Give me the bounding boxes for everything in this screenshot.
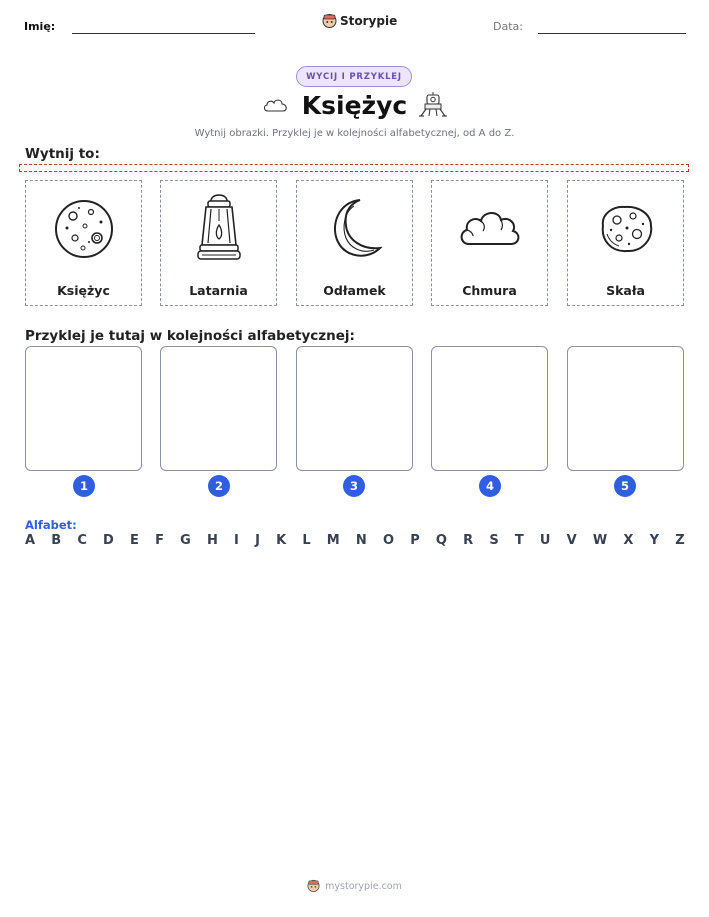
paste-number-3: 3 [343,475,365,497]
alphabet-letter: U [539,533,551,548]
cut-card-cloud[interactable] [431,180,548,306]
alphabet-row [25,533,685,548]
paste-box-5[interactable] [567,346,684,471]
cut-line [19,164,689,172]
alphabet-letter: R [463,533,474,548]
alphabet-letter: X [623,533,634,548]
storypie-mascot-icon [307,879,320,893]
paste-number-5: 5 [614,475,636,497]
date-label: Data: [493,20,523,33]
name-label: Imię: [24,20,56,33]
crescent-icon [324,196,386,262]
alphabet-letter: S [489,533,499,548]
name-field-line[interactable] [72,33,255,34]
paste-box-3[interactable] [296,346,413,471]
cut-card-label: Księżyc [57,283,110,298]
activity-badge: WYCIJ I PRZYKLEJ [296,66,412,87]
alphabet-letter: I [234,533,239,548]
alphabet-letter: B [51,533,62,548]
storypie-mascot-icon [322,13,337,29]
cut-card-crescent[interactable] [296,180,413,306]
cloud-icon [457,204,523,254]
alphabet-letter: G [180,533,191,548]
cut-card-label: Skała [606,283,645,298]
date-field-line[interactable] [538,33,686,34]
cut-card-label: Odłamek [323,283,386,298]
lantern-icon [192,191,246,267]
paste-section-heading: Przyklej je tutaj w kolejności alfabetycznej: [25,328,355,344]
alphabet-letter: A [25,533,36,548]
lunar-lander-icon [418,91,448,119]
paste-number-1: 1 [73,475,95,497]
brand-logo [322,13,397,29]
rock-icon [595,200,657,258]
alphabet-letter: Q [435,533,447,548]
alphabet-letter: J [255,533,260,548]
cut-card-lantern[interactable] [160,180,277,306]
cut-card-label: Chmura [462,283,517,298]
alphabet-letter: H [206,533,218,548]
paste-box-1[interactable] [25,346,142,471]
paste-number-2: 2 [208,475,230,497]
paste-number-4: 4 [479,475,501,497]
cut-section-heading: Wytnij to: [25,146,100,162]
alphabet-letter: P [410,533,420,548]
instructions-text: Wytnij obrazki. Przyklej je w kolejności alfabetycznej, od A do Z. [194,128,515,139]
footer-url[interactable]: mystorypie.com [325,880,402,892]
alphabet-letter: Y [649,533,660,548]
alphabet-letter: T [514,533,524,548]
alphabet-letter: O [382,533,395,548]
alphabet-letter: N [355,533,367,548]
alphabet-letter: M [326,533,340,548]
alphabet-letter: C [77,533,87,548]
cut-card-label: Latarnia [189,283,248,298]
alphabet-letter: V [566,533,577,548]
alphabet-letter: Z [675,533,685,548]
alphabet-heading: Alfabet: [25,518,77,532]
footer [0,879,709,893]
moon-icon [53,198,115,260]
alphabet-letter: W [592,533,608,548]
alphabet-letter: K [276,533,287,548]
page-title: Księżyc [301,91,408,120]
paste-box-4[interactable] [431,346,548,471]
alphabet-letter: E [130,533,139,548]
paste-box-2[interactable] [160,346,277,471]
alphabet-letter: F [155,533,164,548]
cut-card-rock[interactable] [567,180,684,306]
alphabet-letter: D [103,533,114,548]
cut-card-moon[interactable] [25,180,142,306]
alphabet-letter: L [302,533,311,548]
brand-name: Storypie [340,14,398,28]
